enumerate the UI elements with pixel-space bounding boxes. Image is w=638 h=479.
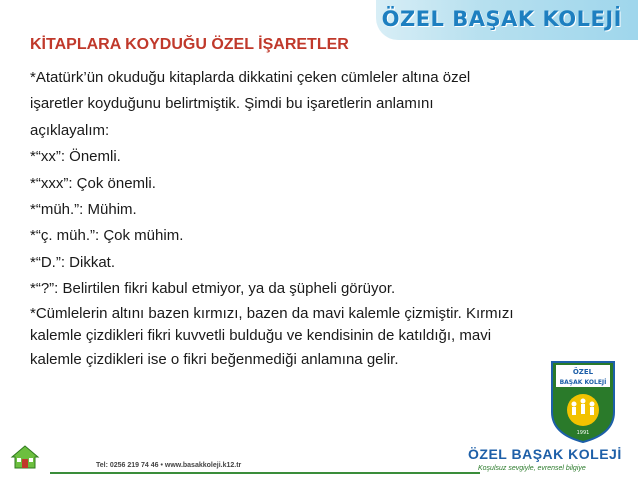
school-name: ÖZEL BAŞAK KOLEJİ <box>468 446 622 462</box>
text-line: işaretler koyduğunu belirtmiştik. Şimdi bu işaretlerin anlamını <box>30 95 434 113</box>
school-slogan: Koşulsuz sevgiyle, evrensel bilgiye <box>478 465 586 472</box>
text-line: *“xx”: Önemli. <box>30 148 121 166</box>
crest-top-text: ÖZEL <box>572 368 594 376</box>
body-text <box>30 65 590 373</box>
crest-year: 1991 <box>576 430 590 436</box>
house-icon <box>10 444 40 470</box>
crest-middle-text: BAŞAK KOLEJİ <box>559 379 607 386</box>
text-line: *“müh.”: Mühim. <box>30 200 137 218</box>
footer-divider <box>50 472 480 474</box>
text-line: *Atatürk’ün okuduğu kitaplarda dikkatini çeken cümleler altına özel <box>30 69 471 86</box>
text-line: *“ç. müh.”: Çok mühim. <box>30 227 184 245</box>
text-line: kalemle çizdikleri ise o fikri beğenmediği anlamına gelir. <box>30 350 399 368</box>
text-line: *Cümlelerin altını bazen kırmızı, bazen da mavi kalemle çizmiştir. Kırmızı <box>30 304 514 322</box>
text-line: *“xxx”: Çok önemli. <box>30 174 156 192</box>
text-line: *“?”: Belirtilen fikri kabul etmiyor, ya da şüpheli görüyor. <box>30 280 396 298</box>
text-line: açıklayalım: <box>30 121 110 139</box>
text-line: *“D.”: Dikkat. <box>30 253 116 271</box>
footer-contact: Tel: 0256 219 74 46 • www.basakkoleji.k12.tr <box>96 462 242 469</box>
brand-banner-text: ÖZEL BAŞAK KOLEJİ <box>381 7 622 31</box>
page-title: KİTAPLARA KOYDUĞU ÖZEL İŞARETLER <box>30 36 349 53</box>
school-crest-logo <box>548 360 618 444</box>
brand-banner <box>376 0 638 40</box>
text-line: kalemle çizdikleri fikri kuvvetli bulduğu ve kendisinin de katıldığı, mavi <box>30 326 492 344</box>
